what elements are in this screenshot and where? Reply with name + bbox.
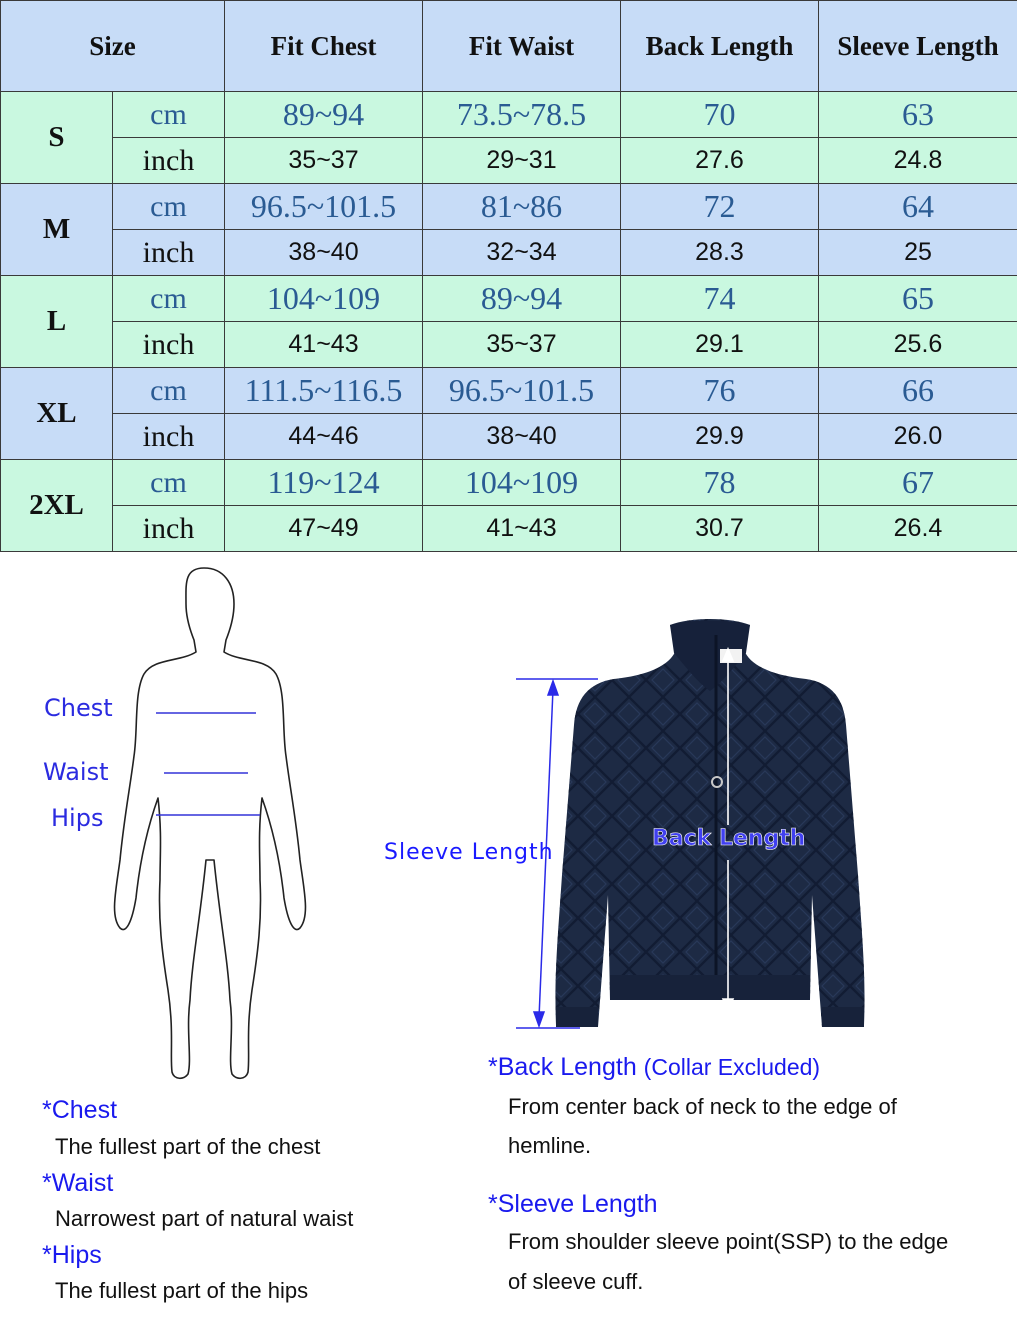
size-cell: L [1, 276, 113, 368]
table-cell: 35~37 [225, 138, 423, 184]
chest-label: Chest [44, 694, 113, 722]
table-cell: 74 [621, 276, 819, 322]
unit-inch: inch [113, 322, 225, 368]
unit-inch: inch [113, 506, 225, 552]
size-cell: M [1, 184, 113, 276]
note-chest-text: The fullest part of the chest [55, 1134, 321, 1159]
table-cell: 44~46 [225, 414, 423, 460]
note-waist-title: *Waist [42, 1169, 114, 1197]
note-hips-text: The fullest part of the hips [55, 1278, 309, 1303]
table-cell: 81~86 [423, 184, 621, 230]
size-cell: 2XL [1, 460, 113, 552]
table-cell: 65 [819, 276, 1017, 322]
header-fit-chest: Fit Chest [225, 1, 423, 92]
table-row [1, 138, 1017, 184]
table-header-row [1, 1, 1017, 92]
table-cell: 111.5~116.5 [225, 368, 423, 414]
unit-cm: cm [113, 368, 225, 414]
header-size: Size [1, 1, 225, 92]
note-chest-title: *Chest [42, 1096, 118, 1124]
size-cell: S [1, 92, 113, 184]
note-back-length-line2: hemline. [508, 1133, 592, 1158]
header-back-length: Back Length [621, 1, 819, 92]
unit-inch: inch [113, 138, 225, 184]
note-back-length-title [488, 1053, 820, 1082]
table-row [1, 230, 1017, 276]
table-cell: 28.3 [621, 230, 819, 276]
table-cell: 41~43 [423, 506, 621, 552]
table-cell: 25.6 [819, 322, 1017, 368]
table-row [1, 506, 1017, 552]
table-row [1, 276, 1017, 322]
note-sleeve-length-title: *Sleeve Length [488, 1190, 658, 1218]
table-cell: 78 [621, 460, 819, 506]
table-cell: 96.5~101.5 [225, 184, 423, 230]
table-cell: 89~94 [423, 276, 621, 322]
table-cell: 73.5~78.5 [423, 92, 621, 138]
table-row [1, 368, 1017, 414]
table-cell: 32~34 [423, 230, 621, 276]
table-cell: 89~94 [225, 92, 423, 138]
table-cell: 38~40 [423, 414, 621, 460]
table-cell: 25 [819, 230, 1017, 276]
note-sleeve-length-line2: of sleeve cuff. [508, 1269, 644, 1294]
unit-cm: cm [113, 276, 225, 322]
table-cell: 29.9 [621, 414, 819, 460]
table-cell: 64 [819, 184, 1017, 230]
body-outline-figure [100, 560, 320, 1085]
unit-inch: inch [113, 230, 225, 276]
table-cell: 67 [819, 460, 1017, 506]
note-sleeve-length-line1: From shoulder sleeve point(SSP) to the edge [508, 1229, 949, 1254]
hips-label: Hips [51, 804, 104, 832]
table-row [1, 184, 1017, 230]
header-sleeve-length: Sleeve Length [819, 1, 1017, 92]
table-cell: 72 [621, 184, 819, 230]
table-cell: 47~49 [225, 506, 423, 552]
table-cell: 104~109 [423, 460, 621, 506]
header-fit-waist: Fit Waist [423, 1, 621, 92]
table-cell: 26.0 [819, 414, 1017, 460]
table-cell: 41~43 [225, 322, 423, 368]
back-length-label: Back Length [652, 826, 806, 851]
table-cell: 70 [621, 92, 819, 138]
note-back-length-line1: From center back of neck to the edge of [508, 1094, 897, 1119]
table-cell: 38~40 [225, 230, 423, 276]
table-cell: 96.5~101.5 [423, 368, 621, 414]
table-row [1, 92, 1017, 138]
table-cell: 66 [819, 368, 1017, 414]
note-hips-title: *Hips [42, 1241, 102, 1269]
table-cell: 35~37 [423, 322, 621, 368]
table-cell: 29.1 [621, 322, 819, 368]
table-row [1, 322, 1017, 368]
note-back-length-heading: *Back Length [488, 1053, 637, 1081]
note-waist-text: Narrowest part of natural waist [55, 1206, 354, 1231]
table-row [1, 460, 1017, 506]
table-cell: 29~31 [423, 138, 621, 184]
note-back-length-sub: (Collar Excluded) [643, 1054, 821, 1080]
table-cell: 104~109 [225, 276, 423, 322]
table-cell: 30.7 [621, 506, 819, 552]
table-cell: 24.8 [819, 138, 1017, 184]
unit-cm: cm [113, 184, 225, 230]
table-cell: 76 [621, 368, 819, 414]
table-cell: 26.4 [819, 506, 1017, 552]
size-table [0, 0, 1017, 552]
unit-inch: inch [113, 414, 225, 460]
waist-label: Waist [43, 758, 109, 786]
table-cell: 27.6 [621, 138, 819, 184]
table-cell: 63 [819, 92, 1017, 138]
size-cell: XL [1, 368, 113, 460]
table-cell: 119~124 [225, 460, 423, 506]
unit-cm: cm [113, 460, 225, 506]
unit-cm: cm [113, 92, 225, 138]
table-row [1, 414, 1017, 460]
sleeve-length-label: Sleeve Length [384, 840, 554, 865]
